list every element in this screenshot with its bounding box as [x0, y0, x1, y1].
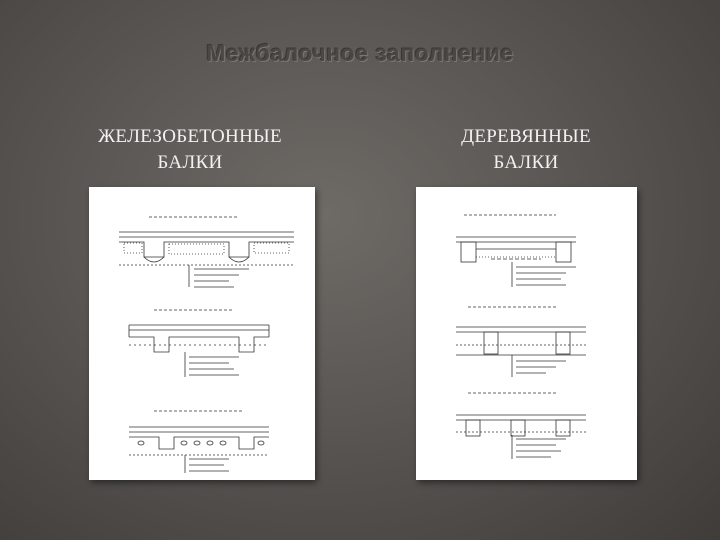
heading-left-line1: ЖЕЛЕЗОБЕТОННЫЕ	[98, 126, 282, 147]
slide-title: Межбалочное заполнение	[206, 40, 514, 66]
heading-reinforced-concrete-beams	[60, 124, 320, 176]
timber-floor-section-drawing	[416, 187, 637, 480]
drawing-sheet-timber	[416, 187, 637, 480]
heading-right-line2: БАЛКИ	[493, 152, 559, 173]
heading-timber-beams	[396, 124, 656, 176]
drawing-sheet-concrete	[89, 187, 315, 480]
heading-right-line1: ДЕРЕВЯННЫЕ	[461, 126, 591, 147]
concrete-floor-section-drawing	[89, 187, 315, 480]
heading-left-line2: БАЛКИ	[157, 152, 223, 173]
